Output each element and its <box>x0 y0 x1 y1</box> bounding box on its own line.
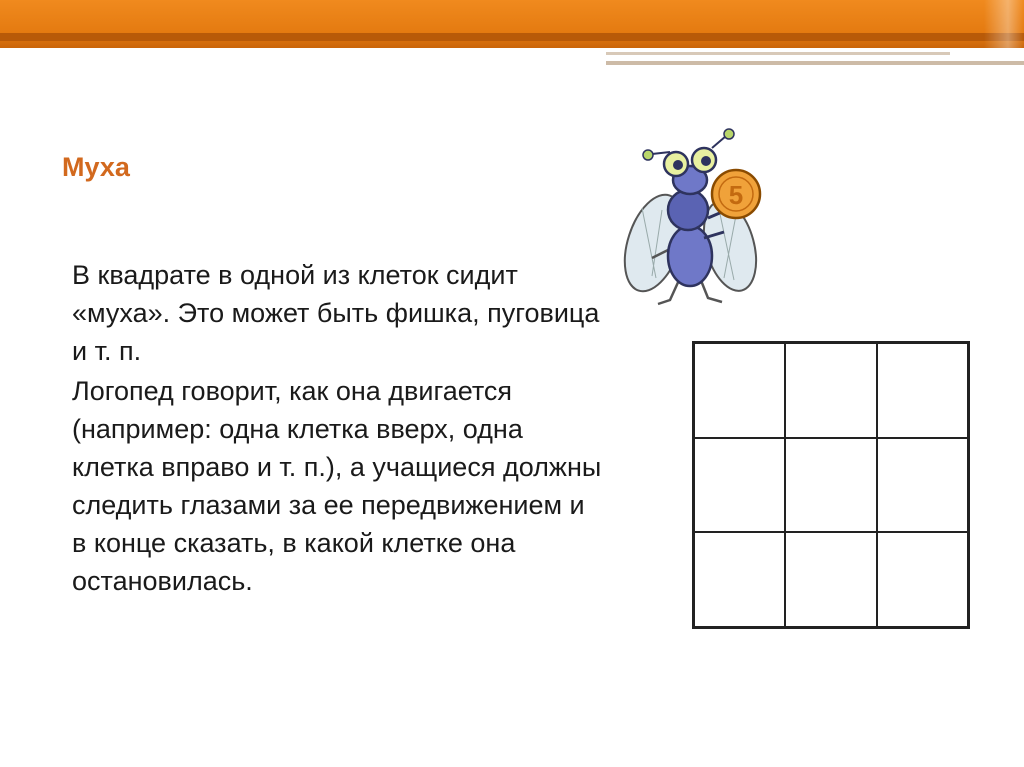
grid-cell <box>694 532 785 627</box>
grid-cell <box>785 438 876 533</box>
grid-cell <box>785 343 876 438</box>
paragraph-procedure: Логопед говорит, как она двигается (например: одна клетка вверх, одна клетка вправо и т. п.), а учащиеся должны следить глазами за ее передвижением и в конце сказать, в какой клетке она остановилась. <box>72 376 602 596</box>
grid-cell <box>877 532 968 627</box>
header-dark-strip <box>0 33 1024 41</box>
coin-label: 5 <box>728 180 744 210</box>
header-gloss <box>984 0 1024 48</box>
slide-title: Муха <box>62 152 130 182</box>
grid-cell <box>877 438 968 533</box>
accent-line-top <box>606 52 950 55</box>
grid-cell <box>877 343 968 438</box>
paragraph-instructions: В квадрате в одной из клеток сидит «муха». Это может быть фишка, пуговица и т. п. <box>72 260 600 366</box>
three-by-three-grid <box>692 341 970 629</box>
accent-line-bottom <box>606 61 1024 65</box>
grid-cell <box>785 532 876 627</box>
grid-cell <box>694 343 785 438</box>
grid-cell <box>694 438 785 533</box>
header-band <box>0 0 1024 48</box>
fly-with-coin-icon <box>612 128 772 313</box>
slide-body <box>72 256 602 600</box>
